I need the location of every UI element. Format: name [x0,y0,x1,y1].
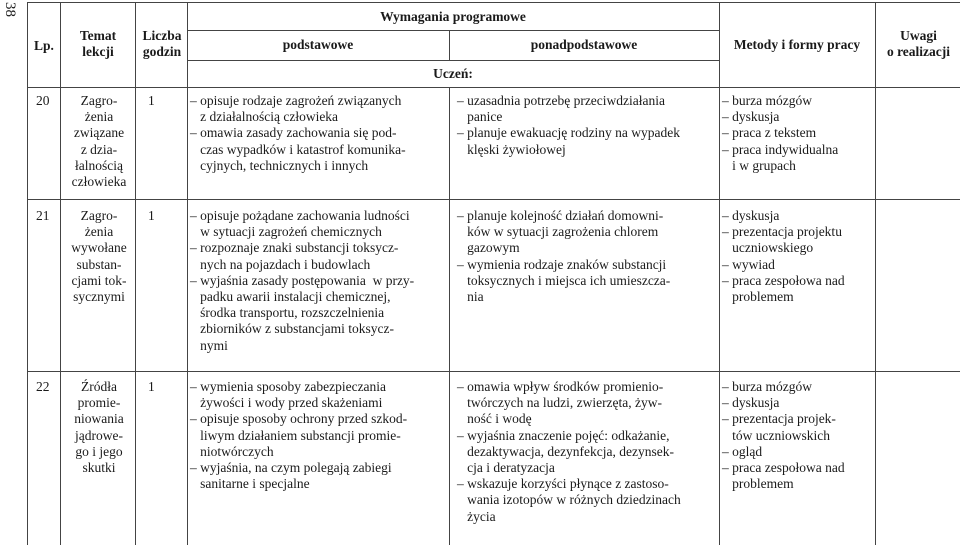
row-podstawowe: – wymienia sposoby zabezpieczania żywości i wody przed skażeniami – opisuje sposoby ochrony przed szkod- liwym działaniem substancji promie- niotwórczych – wyjaśnia, na czym polegają zabiegi sanitarne i specjalne [190,379,408,492]
header-podstawowe: podstawowe [282,37,354,52]
row-godzin: 1 [148,93,155,108]
row-lp: 22 [36,379,50,394]
header-lp: Lp. [34,38,54,53]
row-godzin: 1 [148,379,155,394]
row-godzin: 1 [148,208,155,223]
header-metody: Metody i formy pracy [733,37,861,52]
header-temat: Temat lekcji [79,28,117,59]
header-liczba: Liczba godzin [142,28,182,59]
header-uwagi: Uwagi o realizacji [886,28,951,59]
row-ponadpodstawowe: – omawia wpływ środków promienio- twórczych na ludzi, zwierzęta, żyw- ność i wodę – wyjaśnia znaczenie pojęć: odkażanie, dezaktywacja, dezynfekcja, dezynsek- cja i deratyzacja – wskazuje korzyści płynące z zastoso- wania izotopów w różnych dziedzinach życia [457,379,681,524]
row-ponadpodstawowe: – uzasadnia potrzebę przeciwdziałania panice – planuje ewakuację rodziny na wypadek klęski żywiołowej [457,93,681,157]
header-uczen: Uczeń: [433,66,473,81]
row-temat: Źródła promie- niowania jądrowe- go i jego skutki [74,379,124,476]
page-number: 38 [2,2,18,17]
header-ponadpodstawowe: ponadpodstawowe [530,37,638,52]
header-wymagania: Wymagania programowe [380,9,526,24]
row-metody: – burza mózgów – dyskusja – prezentacja projek- tów uczniowskich – ogląd – praca zespołowa nad problemem [722,379,845,492]
row-temat: Zagro- żenia wywołane substan- cjami tok- sycznymi [71,208,127,305]
row-metody: – dyskusja – prezentacja projektu uczniowskiego – wywiad – praca zespołowa nad problemem [722,208,845,305]
row-lp: 20 [36,93,50,108]
row-podstawowe: – opisuje pożądane zachowania ludności w sytuacji zagrożeń chemicznych – rozpoznaje znaki substancji toksycz- nych na pojazdach i budowlach – wyjaśnia zasady postępowania w przy- padku awarii instalacji chemicznej, środka transportu, rozszczelnienia zbiorników z substancjami toksycz- nymi [190,208,415,353]
row-lp: 21 [36,208,50,223]
row-temat: Zagro- żenia związane z dzia- łalnością człowieka [71,93,127,190]
row-podstawowe: – opisuje rodzaje zagrożeń związanych z działalnością człowieka – omawia zasady zachowania się pod- czas wypadków i katastrof komunika- cyjnych, technicznych i innych [190,93,406,173]
row-metody: – burza mózgów – dyskusja – praca z tekstem – praca indywidualna i w grupach [722,93,839,173]
row-ponadpodstawowe: – planuje kolejność działań domowni- ków w sytuacji zagrożenia chlorem gazowym – wymienia rodzaje znaków substancji toksycznych i miejsca ich umieszcza- nia [457,208,671,305]
